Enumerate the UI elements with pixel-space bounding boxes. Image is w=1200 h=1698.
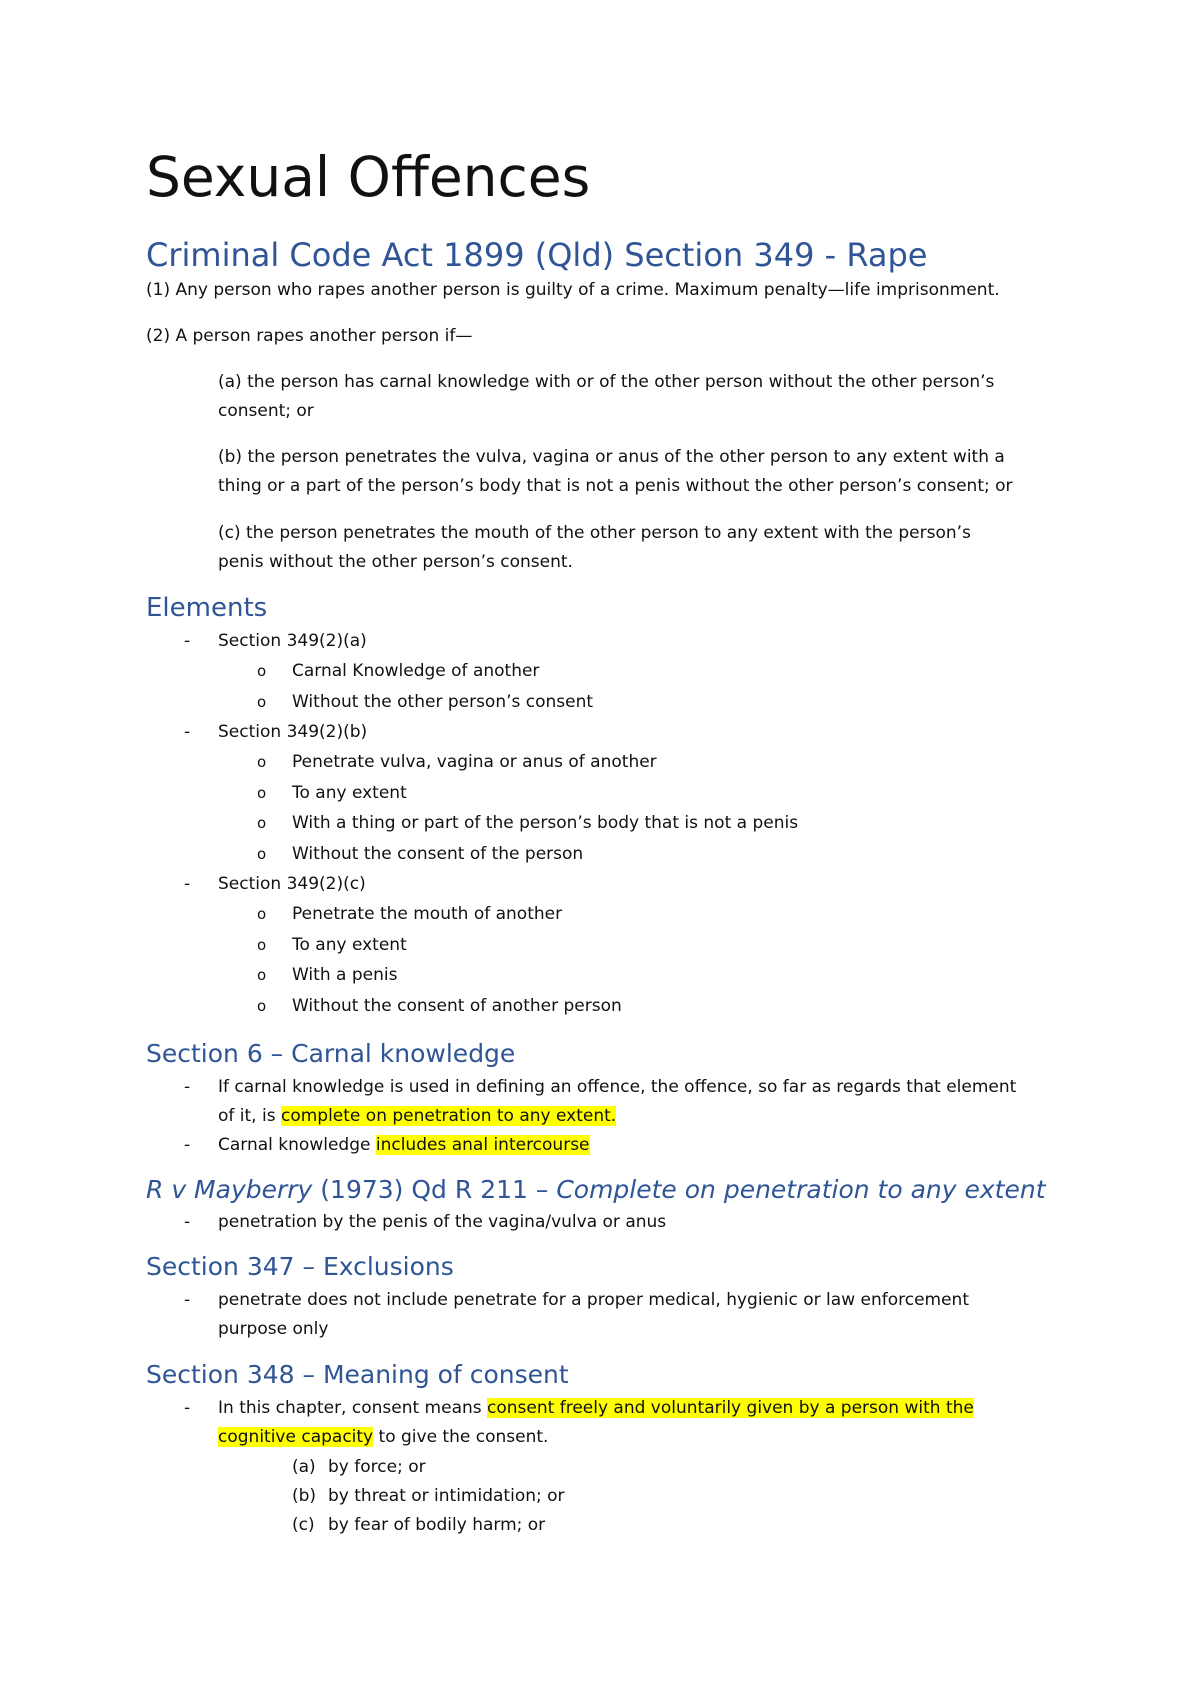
case-citation: (1973) Qd R 211 – bbox=[312, 1175, 557, 1204]
s349-b-line-1: (b) the person penetrates the vulva, vagina or anus of the other person to any extent with a bbox=[218, 447, 1005, 467]
s349-paragraph-1: (1) Any person who rapes another person is guilty of a crime. Maximum penalty—life imprisonment. bbox=[146, 280, 1000, 300]
s6-bullet-2 bbox=[218, 1131, 590, 1160]
heading-elements: Elements bbox=[146, 593, 268, 623]
s349-c-line-2: penis without the other person’s consent. bbox=[218, 552, 573, 572]
heading-mayberry bbox=[146, 1174, 1046, 1206]
element-item: Penetrate the mouth of another bbox=[292, 904, 563, 924]
page-title: Sexual Offences bbox=[146, 145, 591, 209]
case-name: R v Mayberry bbox=[146, 1175, 313, 1204]
s347-bullet-line-1: penetrate does not include penetrate for a proper medical, hygienic or law enforcement bbox=[218, 1290, 969, 1310]
s6-bullet-2-text: Carnal knowledge bbox=[218, 1135, 376, 1155]
dash-bullet: - bbox=[184, 631, 191, 651]
s348-list-marker: (a) bbox=[292, 1457, 316, 1477]
s6-bullet-1-line-2 bbox=[218, 1102, 616, 1131]
dash-bullet: - bbox=[184, 1212, 191, 1232]
circle-bullet: o bbox=[257, 662, 267, 680]
s349-a-line-2: consent; or bbox=[218, 401, 314, 421]
highlighted-text: complete on penetration to any extent. bbox=[280, 1106, 617, 1126]
circle-bullet: o bbox=[257, 905, 267, 923]
heading-section-347: Section 347 – Exclusions bbox=[146, 1252, 454, 1281]
element-group-label: Section 349(2)(b) bbox=[218, 722, 368, 742]
dash-bullet: - bbox=[184, 1077, 191, 1097]
element-item: To any extent bbox=[292, 783, 407, 803]
mayberry-bullet-1: penetration by the penis of the vagina/vulva or anus bbox=[218, 1212, 667, 1232]
element-group-label: Section 349(2)(c) bbox=[218, 874, 366, 894]
heading-section-6: Section 6 – Carnal knowledge bbox=[146, 1039, 516, 1068]
s347-bullet-line-2: purpose only bbox=[218, 1319, 329, 1339]
dash-bullet: - bbox=[184, 722, 191, 742]
element-item: Without the consent of another person bbox=[292, 996, 622, 1016]
s348-list-item: by threat or intimidation; or bbox=[328, 1486, 565, 1506]
circle-bullet: o bbox=[257, 784, 267, 802]
heading-section-349: Criminal Code Act 1899 (Qld) Section 349 - Rape bbox=[146, 236, 928, 274]
element-group-label: Section 349(2)(a) bbox=[218, 631, 367, 651]
circle-bullet: o bbox=[257, 753, 267, 771]
s348-list-item: by fear of bodily harm; or bbox=[328, 1515, 546, 1535]
s348-bullet-line-2 bbox=[218, 1423, 548, 1452]
s349-b-line-2: thing or a part of the person’s body that is not a penis without the other person’s consent; or bbox=[218, 476, 1013, 496]
s349-paragraph-2: (2) A person rapes another person if— bbox=[146, 326, 473, 346]
dash-bullet: - bbox=[184, 874, 191, 894]
element-item: Without the other person’s consent bbox=[292, 692, 594, 712]
heading-section-348: Section 348 – Meaning of consent bbox=[146, 1360, 569, 1389]
s348-bullet-line-1-text: In this chapter, consent means bbox=[218, 1398, 488, 1418]
circle-bullet: o bbox=[257, 966, 267, 984]
s348-list-marker: (c) bbox=[292, 1515, 315, 1535]
element-item: Without the consent of the person bbox=[292, 844, 584, 864]
s348-bullet-line-2-text: to give the consent. bbox=[373, 1427, 549, 1447]
element-item: Carnal Knowledge of another bbox=[292, 661, 540, 681]
s349-c-line-1: (c) the person penetrates the mouth of the other person to any extent with the person’s bbox=[218, 523, 971, 543]
circle-bullet: o bbox=[257, 693, 267, 711]
circle-bullet: o bbox=[257, 997, 267, 1015]
element-item: With a thing or part of the person’s body that is not a penis bbox=[292, 813, 799, 833]
element-item: Penetrate vulva, vagina or anus of another bbox=[292, 752, 657, 772]
s6-bullet-1-line-2-text: of it, is bbox=[218, 1106, 281, 1126]
circle-bullet: o bbox=[257, 936, 267, 954]
circle-bullet: o bbox=[257, 814, 267, 832]
highlighted-text: consent freely and voluntarily given by a person with the bbox=[487, 1398, 974, 1418]
s348-list-item: by force; or bbox=[328, 1457, 426, 1477]
highlighted-text: includes anal intercourse bbox=[375, 1135, 590, 1155]
s6-bullet-1-line-1: If carnal knowledge is used in defining an offence, the offence, so far as regards that element bbox=[218, 1077, 1017, 1097]
s348-list-marker: (b) bbox=[292, 1486, 317, 1506]
case-principle: Complete on penetration to any extent bbox=[556, 1175, 1046, 1204]
dash-bullet: - bbox=[184, 1135, 191, 1155]
element-item: To any extent bbox=[292, 935, 407, 955]
circle-bullet: o bbox=[257, 845, 267, 863]
dash-bullet: - bbox=[184, 1290, 191, 1310]
dash-bullet: - bbox=[184, 1398, 191, 1418]
element-item: With a penis bbox=[292, 965, 398, 985]
highlighted-text: cognitive capacity bbox=[218, 1427, 374, 1447]
s349-a-line-1: (a) the person has carnal knowledge with or of the other person without the other person’s bbox=[218, 372, 995, 392]
s348-bullet-line-1 bbox=[218, 1394, 974, 1423]
